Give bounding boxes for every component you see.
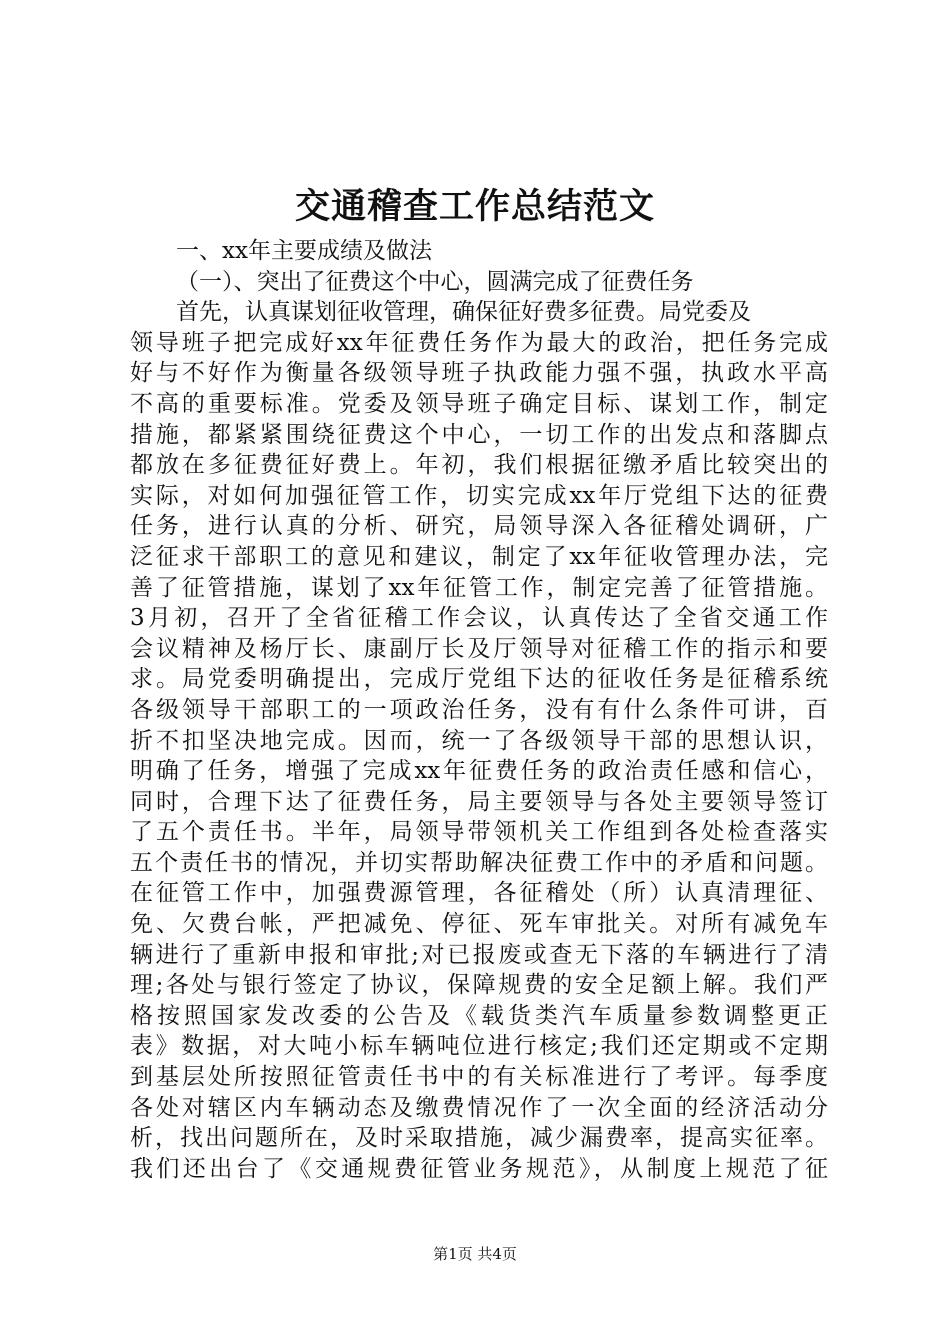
paragraph-line: 都放在多征费征好费上。年初，我们根据征缴矛盾比较突出的 [130, 452, 828, 479]
paragraph-line: 在征管工作中，加强费源管理，各征稽处（所）认真清理征、 [130, 880, 828, 907]
document-body [130, 236, 828, 1184]
paragraph-line: 了五个责任书。半年，局领导带领机关工作组到各处检查落实 [130, 819, 828, 846]
paragraph-line: 我们还出台了《交通规费征管业务规范》，从制度上规范了征 [130, 1155, 828, 1182]
paragraph-line: 任务，进行认真的分析、研究，局领导深入各征稽处调研，广 [130, 513, 828, 540]
paragraph-line: 析，找出问题所在，及时采取措施，减少漏费率，提高实征率。 [130, 1125, 828, 1152]
paragraph-line: 同时，合理下达了征费任务，局主要领导与各处主要领导签订 [130, 788, 828, 815]
paragraph-line: 实际，对如何加强征管工作，切实完成xx年厅党组下达的征费 [130, 482, 828, 509]
paragraph-line: 泛征求干部职工的意见和建议，制定了xx年征收管理办法，完 [130, 543, 828, 570]
document-title: 交通稽查工作总结范文 [294, 186, 655, 227]
paragraph-line: 各处对辖区内车辆动态及缴费情况作了一次全面的经济活动分 [130, 1094, 828, 1121]
paragraph-line: 不高的重要标准。党委及领导班子确定目标、谋划工作，制定 [130, 390, 828, 417]
paragraph-line: 明确了任务，增强了完成xx年征费任务的政治责任感和信心， [130, 758, 828, 785]
paragraph-line: 格按照国家发改委的公告及《载货类汽车质量参数调整更正 [130, 1002, 828, 1029]
paragraph-line: 各级领导干部职工的一项政治任务，没有有什么条件可讲，百 [130, 696, 828, 723]
paragraph-line: 折不扣坚决地完成。因而，统一了各级领导干部的思想认识， [130, 727, 828, 754]
paragraph-line: 五个责任书的情况，并切实帮助解决征费工作中的矛盾和问题。 [130, 849, 828, 876]
page-number: 第1页 共4页 [433, 1245, 517, 1263]
paragraph-line: 领导班子把完成好xx年征费任务作为最大的政治，把任务完成 [130, 329, 828, 356]
paragraph-line: 辆进行了重新申报和审批;对已报废或查无下落的车辆进行了清 [130, 941, 828, 968]
paragraph-line: 措施，都紧紧围绕征费这个中心，一切工作的出发点和落脚点 [130, 421, 828, 448]
paragraph-line: 到基层处所按照征管责任书中的有关标准进行了考评。每季度 [130, 1064, 828, 1091]
paragraph-line: 理;各处与银行签定了协议，保障规费的安全足额上解。我们严 [130, 972, 828, 999]
paragraph-line: （一）、突出了征费这个中心，圆满完成了征费任务 [176, 268, 694, 295]
paragraph-line: 一、xx年主要成绩及做法 [176, 238, 432, 264]
paragraph-line: 3月初，召开了全省征稽工作会议，认真传达了全省交通工作 [130, 605, 828, 632]
paragraph-line: 表》数据，对大吨小标车辆吨位进行核定;我们还定期或不定期 [130, 1033, 828, 1060]
paragraph-line: 求。局党委明确提出，完成厅党组下达的征收任务是征稽系统 [130, 666, 828, 693]
paragraph-line: 善了征管措施，谋划了xx年征管工作，制定完善了征管措施。 [130, 574, 828, 601]
paragraph-line: 首先，认真谋划征收管理，确保征好费多征费。局党委及 [176, 299, 751, 326]
paragraph-line: 好与不好作为衡量各级领导班子执政能力强不强，执政水平高 [130, 360, 828, 387]
paragraph-line: 会议精神及杨厅长、康副厅长及厅领导对征稽工作的指示和要 [130, 635, 828, 662]
paragraph-line: 免、欠费台帐，严把减免、停征、死车审批关。对所有减免车 [130, 911, 828, 938]
